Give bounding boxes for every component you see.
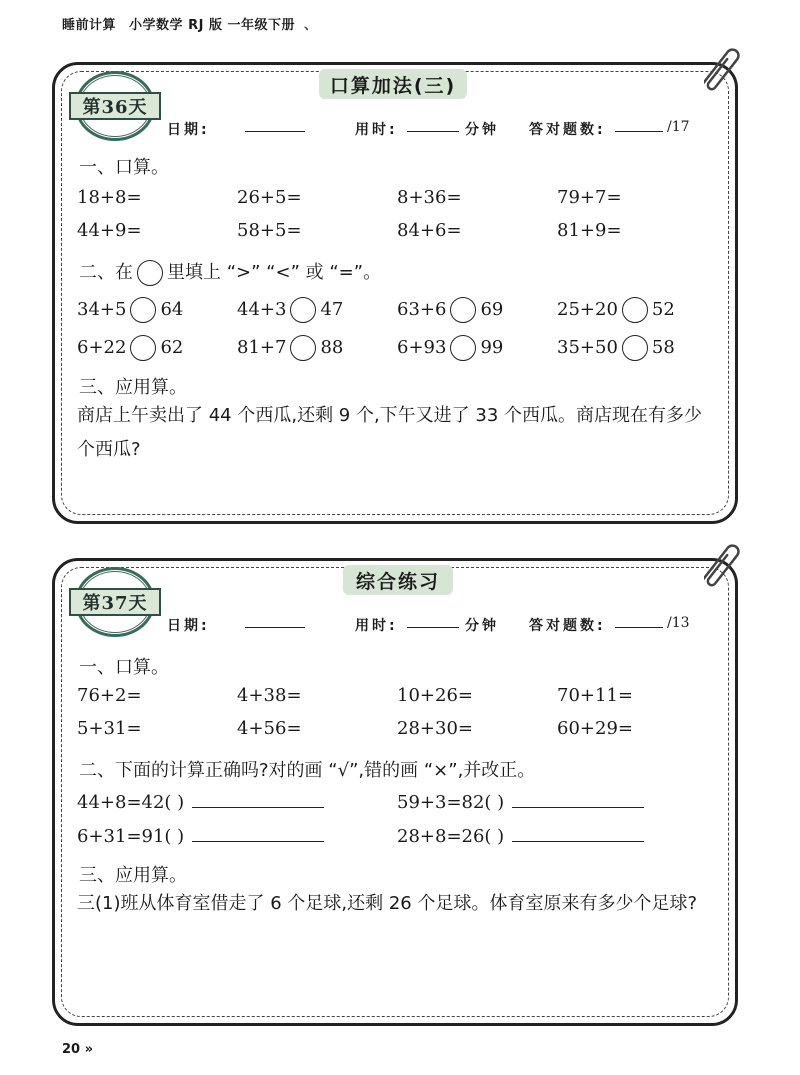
day-badge-label: 第36天	[69, 92, 161, 120]
section-title: 三、应用算。	[79, 865, 187, 886]
section-title	[79, 258, 381, 286]
problem: 18+8=	[77, 187, 142, 208]
answer-circle[interactable]	[450, 297, 476, 323]
page-header	[62, 14, 318, 33]
time-blank[interactable]	[407, 119, 459, 132]
time-unit: 分钟	[465, 122, 499, 138]
score-blank[interactable]	[615, 615, 663, 628]
problem: 26+5=	[237, 187, 302, 208]
score-label: 答对题数:	[529, 122, 606, 138]
problem: 70+11=	[557, 685, 633, 706]
section-title-part: 二、在	[79, 262, 133, 283]
date-blank[interactable]	[245, 119, 305, 132]
header-separator: 、	[304, 18, 318, 33]
compare-problem: 35+50 58	[557, 335, 675, 361]
date-label: 日期:	[167, 618, 210, 634]
answer-circle[interactable]	[622, 297, 648, 323]
problem: 81+9=	[557, 220, 622, 241]
check-problem: 28+8=26( )	[397, 825, 644, 847]
worksheet-card-day36	[52, 62, 738, 524]
answer-circle[interactable]	[130, 335, 156, 361]
problem: 4+56=	[237, 718, 302, 739]
problem: 76+2=	[77, 685, 142, 706]
answer-circle[interactable]	[130, 297, 156, 323]
paperclip-icon	[704, 38, 740, 100]
page-number: 20	[62, 1042, 81, 1057]
circle-icon	[137, 260, 163, 286]
day-badge	[69, 71, 161, 141]
word-problem: 商店上午卖出了 44 个西瓜,还剩 9 个,下午又进了 33 个西瓜。商店现在有多少个西瓜?	[77, 405, 703, 460]
book-brand: 睡前计算	[62, 18, 117, 33]
problem: 8+36=	[397, 187, 462, 208]
answer-circle[interactable]	[290, 335, 316, 361]
page-arrow: »	[84, 1042, 94, 1057]
problem: 60+29=	[557, 718, 633, 739]
time-unit: 分钟	[465, 618, 499, 634]
time-label: 用时:	[355, 122, 398, 138]
section-title: 一、口算。	[79, 657, 169, 678]
problem: 79+7=	[557, 187, 622, 208]
page-footer	[62, 1042, 93, 1057]
problem: 28+30=	[397, 718, 473, 739]
word-problem: 三(1)班从体育室借走了 6 个足球,还剩 26 个足球。体育室原来有多少个足球?	[77, 893, 698, 914]
compare-problem: 81+7 88	[237, 335, 343, 361]
problem: 44+9=	[77, 220, 142, 241]
record-row	[167, 615, 727, 635]
problem: 10+26=	[397, 685, 473, 706]
score-label: 答对题数:	[529, 618, 606, 634]
correction-line[interactable]	[192, 791, 324, 808]
section-title: 一、口算。	[79, 157, 169, 178]
compare-problem: 25+20 52	[557, 297, 675, 323]
score-total: /13	[667, 615, 690, 631]
compare-problem: 6+22 62	[77, 335, 183, 361]
correction-line[interactable]	[512, 825, 644, 842]
check-problem: 6+31=91( )	[77, 825, 324, 847]
compare-problem: 44+3 47	[237, 297, 343, 323]
correction-line[interactable]	[192, 825, 324, 842]
score-total: /17	[667, 119, 690, 135]
compare-problem: 34+5 64	[77, 297, 183, 323]
day-badge-label: 第37天	[69, 588, 161, 616]
score-blank[interactable]	[615, 119, 663, 132]
record-row	[167, 119, 727, 139]
book-subtitle: 小学数学 RJ 版	[129, 18, 223, 33]
lesson-title: 综合练习	[343, 565, 453, 595]
lesson-title: 口算加法(三)	[319, 69, 467, 99]
answer-circle[interactable]	[450, 335, 476, 361]
section-title: 三、应用算。	[79, 377, 187, 398]
compare-problem: 63+6 69	[397, 297, 503, 323]
check-problem: 59+3=82( )	[397, 791, 644, 813]
compare-problem: 6+93 99	[397, 335, 503, 361]
time-blank[interactable]	[407, 615, 459, 628]
answer-circle[interactable]	[622, 335, 648, 361]
problem: 4+38=	[237, 685, 302, 706]
time-label: 用时:	[355, 618, 398, 634]
problem: 58+5=	[237, 220, 302, 241]
answer-circle[interactable]	[290, 297, 316, 323]
correction-line[interactable]	[512, 791, 644, 808]
worksheet-card-day37	[52, 558, 738, 1026]
problem: 5+31=	[77, 718, 142, 739]
paperclip-icon	[704, 534, 740, 596]
check-problem: 44+8=42( )	[77, 791, 324, 813]
section-title: 二、下面的计算正确吗?对的画 “√”,错的画 “×”,并改正。	[79, 760, 536, 781]
date-label: 日期:	[167, 122, 210, 138]
section-title-part: 里填上 “>” “<” 或 “=”。	[167, 262, 382, 283]
book-grade: 一年级下册	[227, 18, 295, 33]
day-badge	[69, 567, 161, 637]
problem: 84+6=	[397, 220, 462, 241]
date-blank[interactable]	[245, 615, 305, 628]
